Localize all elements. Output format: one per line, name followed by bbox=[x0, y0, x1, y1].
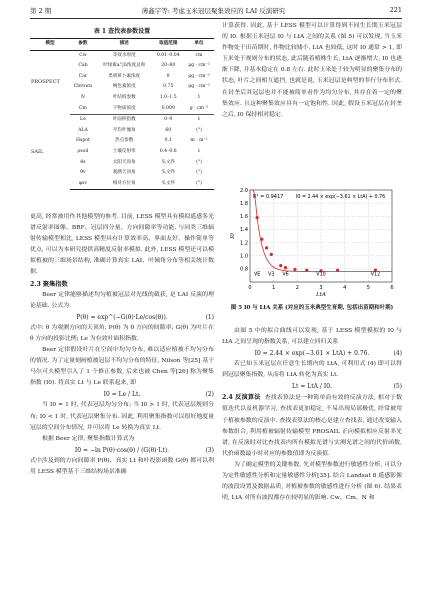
table-cell: Cab bbox=[78, 63, 88, 69]
right-body-bottom bbox=[222, 326, 402, 504]
x-tick-label: 1 bbox=[272, 285, 276, 291]
table-cell: (°) bbox=[196, 170, 202, 176]
table-cell: μg · cm⁻² bbox=[188, 84, 210, 90]
data-point bbox=[305, 269, 308, 272]
y-tick-label: 1.2 bbox=[240, 240, 248, 247]
x-axis-label: LtA bbox=[316, 292, 326, 298]
right-body-top bbox=[222, 21, 402, 121]
table-cell: 0.01–0.04 bbox=[156, 52, 180, 58]
table-row bbox=[30, 115, 214, 126]
table-cell: ρsoil bbox=[77, 148, 89, 154]
equation-number: (2) bbox=[205, 391, 214, 399]
figure-5 bbox=[228, 184, 398, 304]
equation-number: (1) bbox=[205, 313, 214, 321]
y-tick-label: 1.6 bbox=[240, 214, 248, 221]
table-cell: 1 bbox=[184, 115, 214, 126]
left-column bbox=[30, 26, 214, 190]
equation-3 bbox=[30, 445, 214, 456]
table-cell: m · m⁻¹ bbox=[190, 138, 208, 144]
equation-2 bbox=[30, 389, 214, 400]
table-cell: 叶结构参数 bbox=[112, 94, 136, 100]
table-cell: N bbox=[80, 94, 85, 100]
data-point bbox=[260, 238, 263, 241]
table-cell: 0.4–0.8 bbox=[159, 148, 177, 154]
x-tick-label: 5 bbox=[366, 285, 370, 291]
x-tick-label: 0 bbox=[248, 285, 252, 291]
y-tick-label: 1.0 bbox=[240, 253, 248, 260]
table-cell: 0.009 bbox=[161, 105, 175, 111]
section-title: 2.3 聚集指数 bbox=[30, 280, 68, 288]
r2-label: R² = 0.9417 bbox=[253, 194, 284, 200]
fit-equation-label: I0 = 2.44 × exp(−3.61 × LtA) + 0.76 bbox=[296, 195, 386, 200]
left-body-text bbox=[30, 212, 214, 478]
table-cell: 8 bbox=[166, 73, 170, 79]
table-cell: 0–9 bbox=[152, 115, 184, 126]
equation-number: (3) bbox=[205, 446, 214, 454]
table-header: 参数 bbox=[70, 39, 96, 51]
data-point bbox=[284, 266, 287, 269]
table-cell: 1 bbox=[197, 94, 201, 100]
table-cell: 头文件 bbox=[161, 170, 176, 176]
table-cell: Cw bbox=[79, 52, 87, 58]
y-tick-label: 2.0 bbox=[240, 187, 248, 194]
table-cell: (°) bbox=[196, 159, 202, 165]
y-tick-label: 1.4 bbox=[240, 227, 248, 234]
x-tick-label: 6 bbox=[390, 285, 394, 291]
equation-5 bbox=[222, 381, 402, 392]
paragraph: 式中: θ 为观测方向的天顶角; P(θ) 为 θ 方向的间隙率; G(θ) 为叶片在 θ 方向的投影比例; Le 为有效叶面积指数. bbox=[30, 324, 214, 342]
table-cell: (°) bbox=[196, 127, 202, 133]
table-cell: 20–80 bbox=[161, 63, 176, 69]
x-tick-label: 3 bbox=[319, 285, 323, 291]
table-cell: 类胡萝卜素浓度 bbox=[108, 73, 141, 79]
table-cell: 相对方位角 bbox=[96, 179, 153, 190]
paragraph-text: 查找表算法是一种简单而有效的反演方法, 相对于数值迭代以及机器学习, 查找表更加稳定, 不易出现局部极优, 经常被用于植被参数的反演中. 查找表算法的核心是建立查找表, 通过改变输入参数组合, 利用植被辐射传输模型 PROSAIL 正向模拟相应反射率光谱, 在反演时对比查找表内所有模拟光谱与实测光谱之间的代价函数, 代价函数最小时对应的参数值即为反演值. bbox=[222, 395, 402, 457]
equation-text: I0 = −ln P(θ)·cos(θ) / (G(θ)·Lt). bbox=[74, 446, 170, 454]
stage-label: V6 bbox=[282, 272, 289, 278]
table-cell: 平均叶倾角 bbox=[112, 127, 136, 133]
y-tick-label: 0.8 bbox=[240, 266, 248, 273]
stage-label: VE bbox=[253, 272, 261, 278]
stage-label: V12 bbox=[370, 272, 381, 278]
equation-text: I0 = Le / Lt. bbox=[103, 391, 141, 399]
paragraph: Beer 定律假设叶片在空间中均匀分布, 难以适应植被不均匀分布的情况. 为了定量刻画植被冠层不均匀分布的特征, Nilson 等[25] 基于马尔可夫模型引入了 1 个修正参数, 后来也被 Chen 等[26] 称为聚集指数 (I0). 将真实 Lt 与 Le 联系起来, 即 bbox=[30, 347, 214, 387]
table-cell: 热点参数 bbox=[114, 138, 134, 144]
equation-text: P(θ) = exp^(−G(θ)·Le/cos(θ)). bbox=[76, 313, 168, 321]
table-cell: 0.1 bbox=[164, 138, 172, 144]
table-cell: ALA bbox=[78, 127, 88, 133]
data-point bbox=[293, 268, 296, 271]
table-cell: 头文件 bbox=[161, 159, 176, 165]
header-rule bbox=[30, 18, 402, 19]
table-cell: Car bbox=[78, 73, 88, 79]
paragraph bbox=[222, 392, 402, 460]
model-name: SAIL bbox=[31, 148, 44, 155]
running-title: 薄鑫宇等: 考虑玉米冠层聚集效应的 LAI 反演研究 bbox=[141, 7, 286, 15]
table-cell: (°) bbox=[184, 179, 214, 190]
table-header: 模型 bbox=[30, 39, 70, 51]
data-point bbox=[270, 253, 273, 256]
table-cell: 等效水厚度 bbox=[112, 52, 136, 58]
table-cell: 头文件 bbox=[152, 179, 184, 190]
paragraph: 计算获得. 因此, 基于 LESS 模型可以计算得到不同生长期玉米冠层的 I0. 根据玉米冠层 I0 与 LtA 之间的关系 (图 5) 可以发现, 当玉米作物处于出苗期时, 作物比较矮小, LtA 也较低, 这时 I0 通常 > 1, 即玉米处于规则分布的状态, 此后随着植株生长, LtA 逐渐增大, I0 也逐渐下降, 并基本稳定在 0.8 左右. 此时玉米处于较为明显的聚集分布的状态, 叶片之间相互遮挡, 也就是说, 玉米冠层是典型的非行分布形式. 在封垄后其冠层也并不能被简单看作为均匀分布, 其存在着一定的聚集效应. 且这种聚集效应具有一定饱和性. 因此, 假设玉米冠层在封垄之后, I0 保持相对稳定. bbox=[222, 23, 402, 118]
paragraph: 根据 Beer 定律, 聚集指数计算式为 bbox=[42, 435, 135, 442]
table-cell: Le bbox=[70, 115, 96, 126]
equation-text: Lt = LtA / I0. bbox=[292, 383, 332, 391]
model-name: PROSPECT bbox=[31, 79, 60, 86]
table-cell: 叶面积指数 bbox=[96, 115, 153, 126]
table-cell: 60 bbox=[165, 127, 172, 133]
table-header: 取值范围 bbox=[152, 39, 184, 51]
table-cell: μg · cm⁻² bbox=[188, 73, 210, 79]
paragraph: 由图 5 中的拟合曲线可以发现, 基于 LESS 模型模拟的 I0 与 LtA 之间呈现的指数关系, 可以建立回归关系 bbox=[222, 328, 402, 346]
equation-number: (5) bbox=[393, 383, 402, 391]
scatter-chart bbox=[228, 184, 398, 304]
table-cell: Cm bbox=[79, 105, 87, 111]
table-cell: 1.0–1.5 bbox=[159, 94, 177, 100]
table-cell: θv bbox=[80, 170, 86, 176]
table-caption: 表 1 查找表参数设置 bbox=[93, 28, 151, 35]
table-cell: μg · cm⁻² bbox=[188, 63, 210, 69]
equation-text: I0 = 2.44 × exp(−3.61 × LtA) + 0.76. bbox=[254, 350, 370, 358]
table-cell: Cbrown bbox=[73, 84, 93, 90]
table-cell: φsv bbox=[70, 179, 96, 190]
table-cell: 0.75 bbox=[163, 84, 174, 90]
stage-label: V10 bbox=[316, 272, 326, 278]
data-point bbox=[336, 269, 339, 272]
table-cell: 观测天顶角 bbox=[112, 170, 136, 176]
equation-1 bbox=[30, 312, 214, 323]
paragraph: Beer 定律能够描述均匀植被冠层对光线的截获, 是 LAI 反演的理论基础. 公式为 bbox=[30, 291, 214, 309]
data-point bbox=[374, 269, 377, 272]
table-cell: g · cm⁻² bbox=[189, 105, 209, 111]
table-cell: θs bbox=[80, 159, 86, 165]
paragraph: 式中涉及到的方向间隙率 P(θ)、真实 Lt 和叶投影函数 G(θ) 都可以利用 LESS 模型基于三维结构场景准确 bbox=[30, 457, 214, 475]
data-point bbox=[256, 216, 259, 219]
paragraph: 当 I0 = 1 时, 代表冠层均匀分布; 当 I0 > 1 时, 代表冠层规则分布; I0 < 1 时, 代表冠层聚集分布. 因此, 利用聚集指数可以很好地度量冠层的空间分布情况, 并可以将 Le 转换为真实 Lt. bbox=[30, 402, 214, 431]
table-cell: 1 bbox=[197, 148, 201, 154]
equation-4 bbox=[222, 348, 402, 359]
section-heading bbox=[30, 279, 214, 290]
table-cell: Hspot bbox=[75, 138, 90, 144]
data-point bbox=[265, 246, 268, 249]
figure-caption: 图 5 I0 与 LtA 关系 (对应的玉米典型生育期, 包括出苗期和叶期) bbox=[230, 305, 394, 311]
x-tick-label: 2 bbox=[295, 285, 299, 291]
x-tick-label: 4 bbox=[343, 285, 347, 291]
table-cell: 太阳天顶角 bbox=[112, 159, 136, 165]
y-tick-label: 1.8 bbox=[240, 200, 248, 207]
journal-issue: 第 2 期 bbox=[30, 7, 52, 15]
y-axis-label: I0 bbox=[230, 233, 236, 239]
table-header: 单位 bbox=[184, 39, 214, 51]
paragraph: 若已知玉米冠层在任意生长期内的 LtA, 可利用式 (4) 即可以得到冠层聚集指数, 从而将 LtA 转化为真实 Lt. bbox=[222, 361, 402, 379]
paragraph: 为了确定模型的关键参数, 先对模型参数进行敏感性分析, 可以分为定性敏感性分析和定量敏感性分析[35]. 结合 Landsat 8 遥感影像的波段设置及数据品质, 对植被参数的敏感性进行分析 (图 6). 结果表明, LtA 对所有波段都存在较明显的影响. Cw、Cm、N 和 bbox=[222, 461, 402, 502]
paragraph: 更高, 经常被用作其他模型的参考. 目前, LESS 模型具有模拟遥感多光谱反射率图像、BRF、冠层四分量、方向间隙率等功能. 与同类三维辐射传输模型相比, LESS 模型具有计算效率高、界面友好、操作简单等优点, 可以为本研究提供高精度反射率模拟. 此外, LESS 模型还可以模拟植被的三维场景结构, 准确计算真实 LAI、叶倾角分布等相关统计数据. bbox=[30, 214, 214, 276]
table-cell: 叶绿素a与b浓度总和 bbox=[102, 63, 146, 69]
table-cell: 干物质浓度 bbox=[112, 105, 136, 111]
table-cell: 土壤反射率 bbox=[112, 148, 136, 154]
table-row bbox=[30, 50, 214, 61]
section-title: 2.4 反演算法 bbox=[222, 394, 261, 402]
table-cell: 褐色素浓度 bbox=[112, 84, 136, 90]
page-number: 221 bbox=[389, 6, 402, 14]
table-cell: cm bbox=[195, 52, 203, 58]
stage-label: V3 bbox=[268, 272, 275, 278]
data-point bbox=[279, 264, 282, 267]
equation-number: (4) bbox=[393, 350, 402, 358]
table-header: 描述 bbox=[96, 39, 153, 51]
parameter-table bbox=[30, 38, 214, 190]
